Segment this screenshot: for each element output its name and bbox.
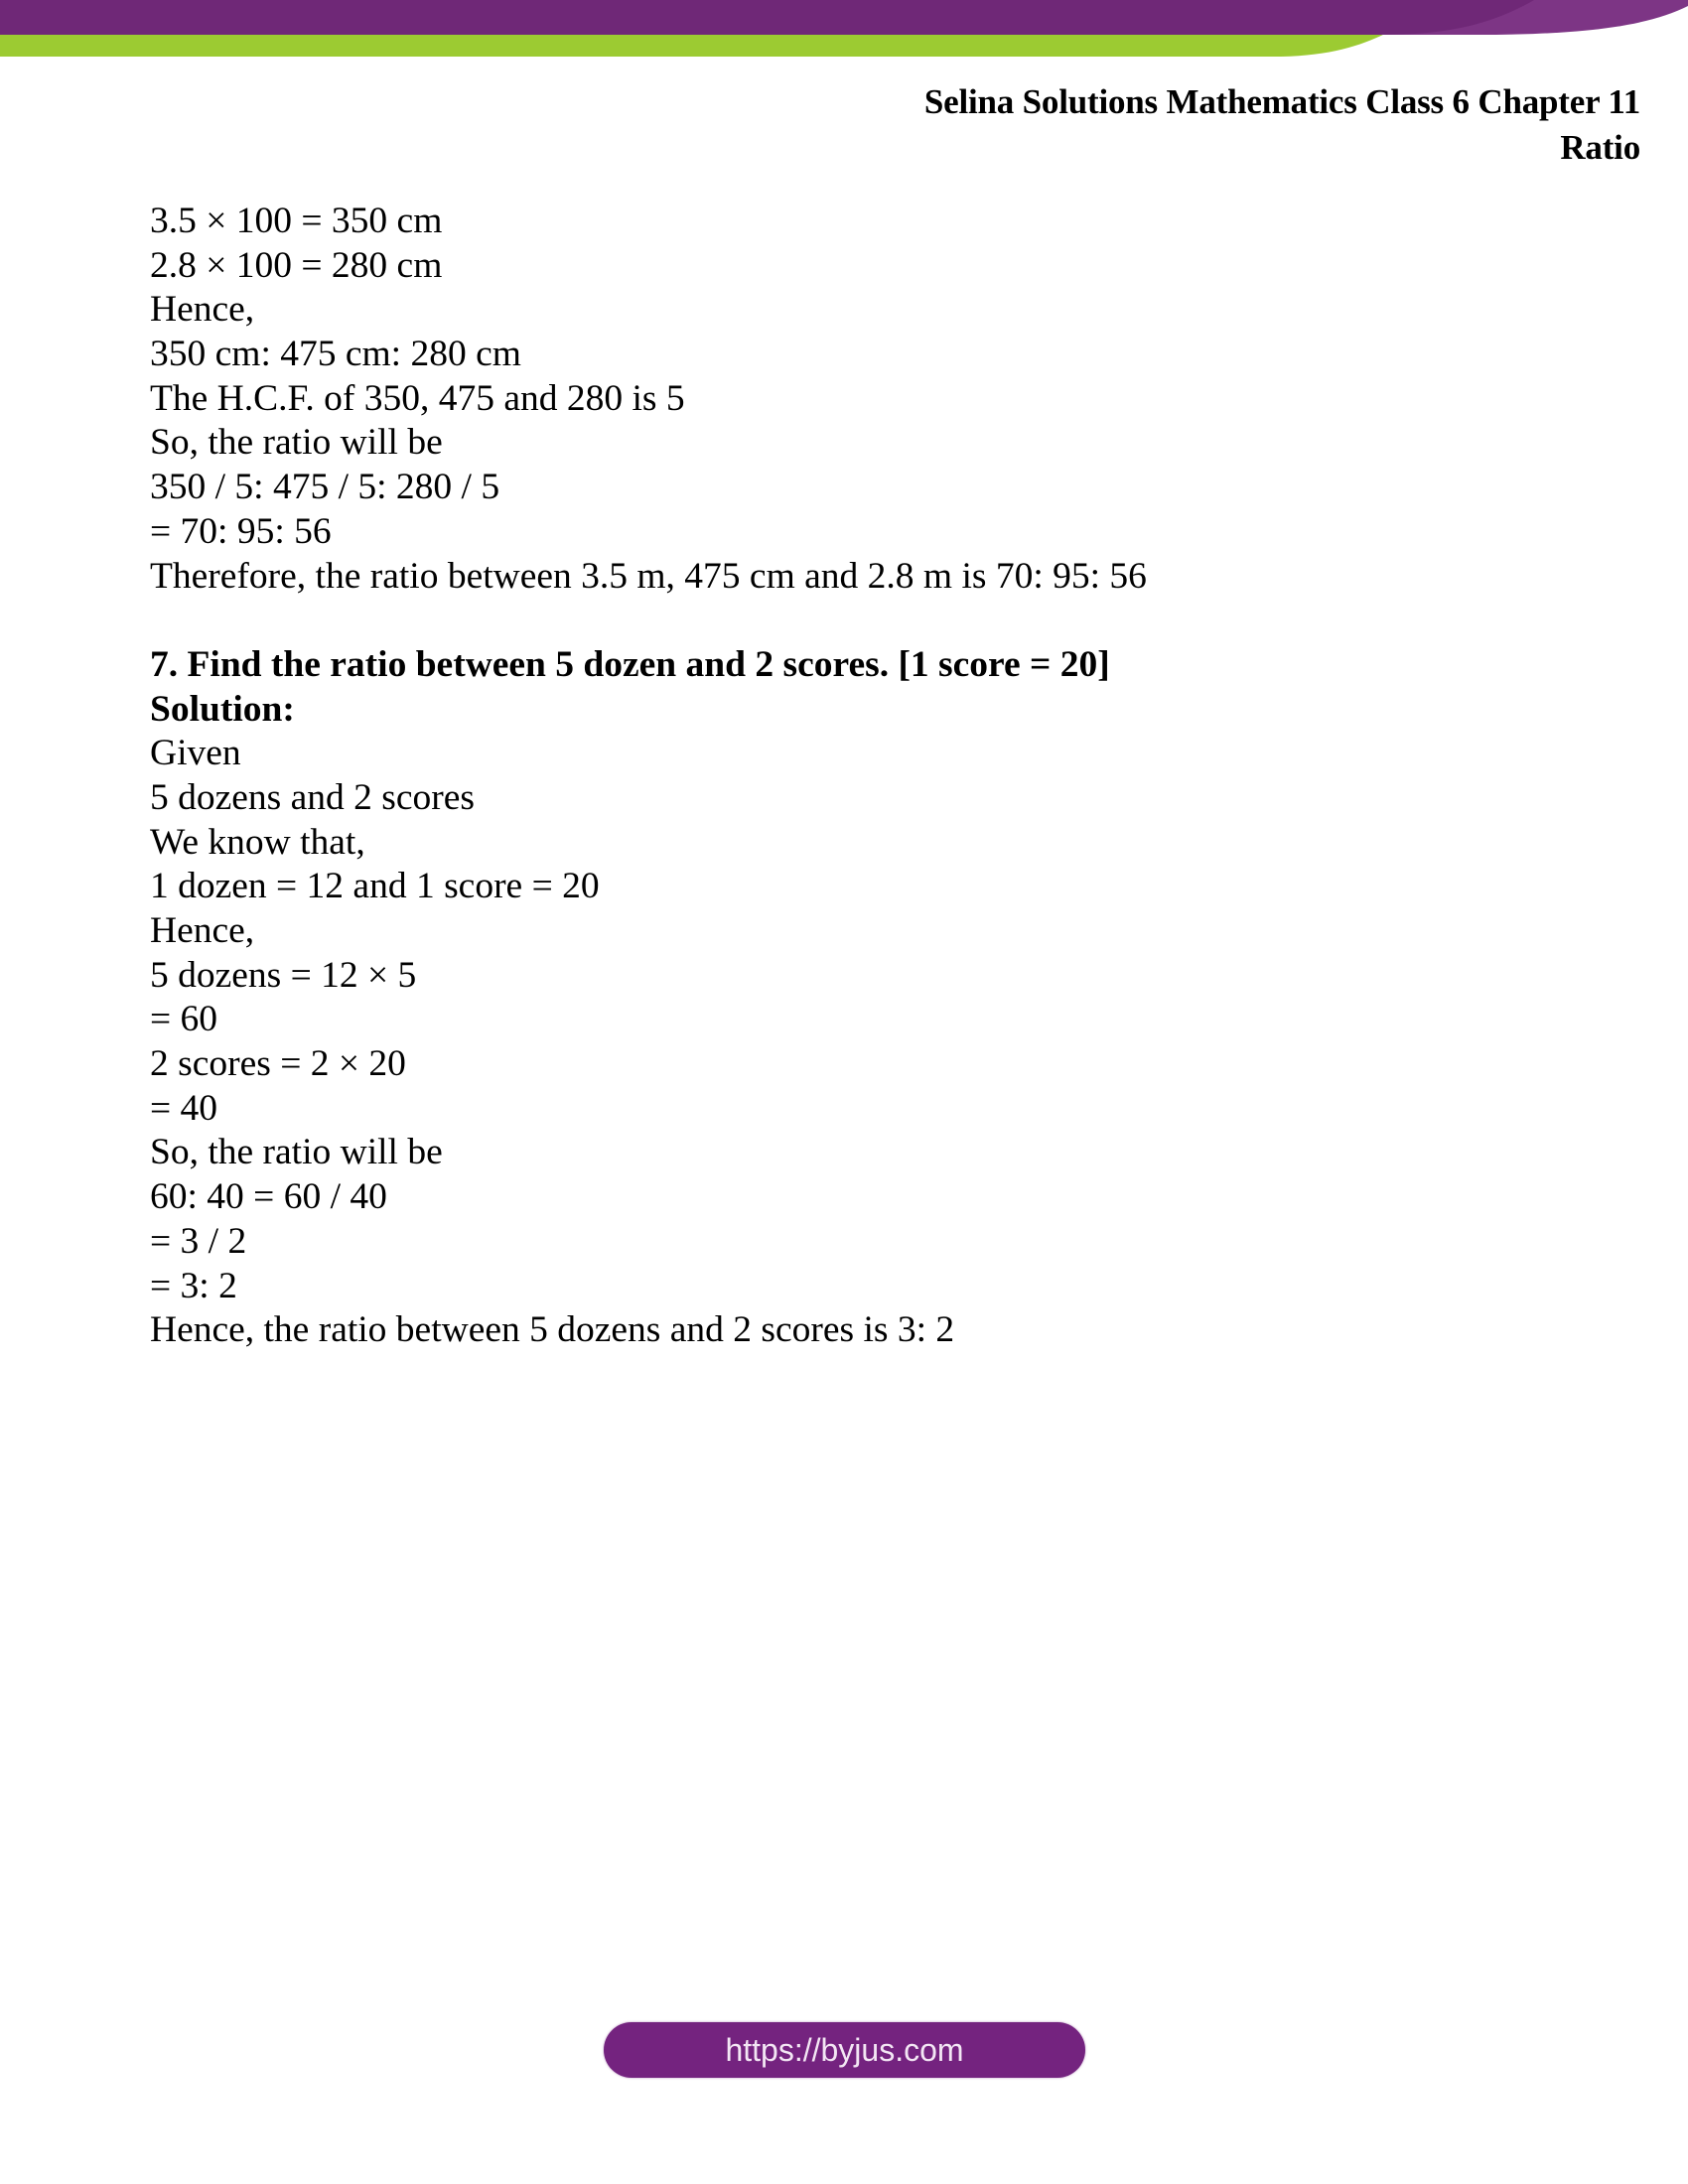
solution-line: = 3 / 2 <box>150 1220 247 1262</box>
solution-line: Given <box>150 733 241 774</box>
previous-solution-continuation <box>150 200 1590 599</box>
solution-line: 5 dozens and 2 scores <box>150 776 475 818</box>
solution-line: 60: 40 = 60 / 40 <box>150 1176 387 1218</box>
document-body <box>150 200 1590 1353</box>
solution-line: 2 scores = 2 × 20 <box>150 1043 406 1085</box>
solution-line: So, the ratio will be <box>150 1132 443 1173</box>
solution-line: 350 / 5: 475 / 5: 280 / 5 <box>150 467 500 508</box>
solution-line: 350 cm: 475 cm: 280 cm <box>150 334 521 375</box>
question-7-block <box>150 643 1590 1353</box>
solution-line: 3.5 × 100 = 350 cm <box>150 201 443 241</box>
header-subtitle: Ratio <box>1560 128 1640 167</box>
solution-line: 2.8 × 100 = 280 cm <box>150 244 443 286</box>
solution-line: 1 dozen = 12 and 1 score = 20 <box>150 866 600 907</box>
spacer <box>150 599 1590 643</box>
byjus-website-link[interactable]: https://byjus.com <box>604 2022 1085 2078</box>
solution-line: The H.C.F. of 350, 475 and 280 is 5 <box>150 377 685 419</box>
header-title: Selina Solutions Mathematics Class 6 Chapter 11 <box>923 82 1640 121</box>
question-heading: 7. Find the ratio between 5 dozen and 2 scores. [1 score = 20] <box>150 643 1110 685</box>
solution-line: Hence, <box>150 289 255 331</box>
solution-line: 5 dozens = 12 × 5 <box>150 954 417 996</box>
brand-wave-graphic <box>0 0 1688 60</box>
solution-line: Hence, <box>150 910 255 951</box>
solution-line: = 70: 95: 56 <box>150 510 332 552</box>
solution-line: So, the ratio will be <box>150 422 443 464</box>
solution-line: = 3: 2 <box>150 1265 237 1306</box>
header-decorative-band <box>0 0 1688 60</box>
solution-line: We know that, <box>150 821 365 863</box>
document-header <box>924 79 1640 171</box>
solution-label: Solution: <box>150 688 295 730</box>
solution-line: = 40 <box>150 1087 218 1129</box>
solution-conclusion: Therefore, the ratio between 3.5 m, 475 cm and 2.8 m is 70: 95: 56 <box>150 555 1147 597</box>
solution-line: = 60 <box>150 999 218 1040</box>
solution-conclusion: Hence, the ratio between 5 dozens and 2 scores is 3: 2 <box>150 1309 955 1351</box>
